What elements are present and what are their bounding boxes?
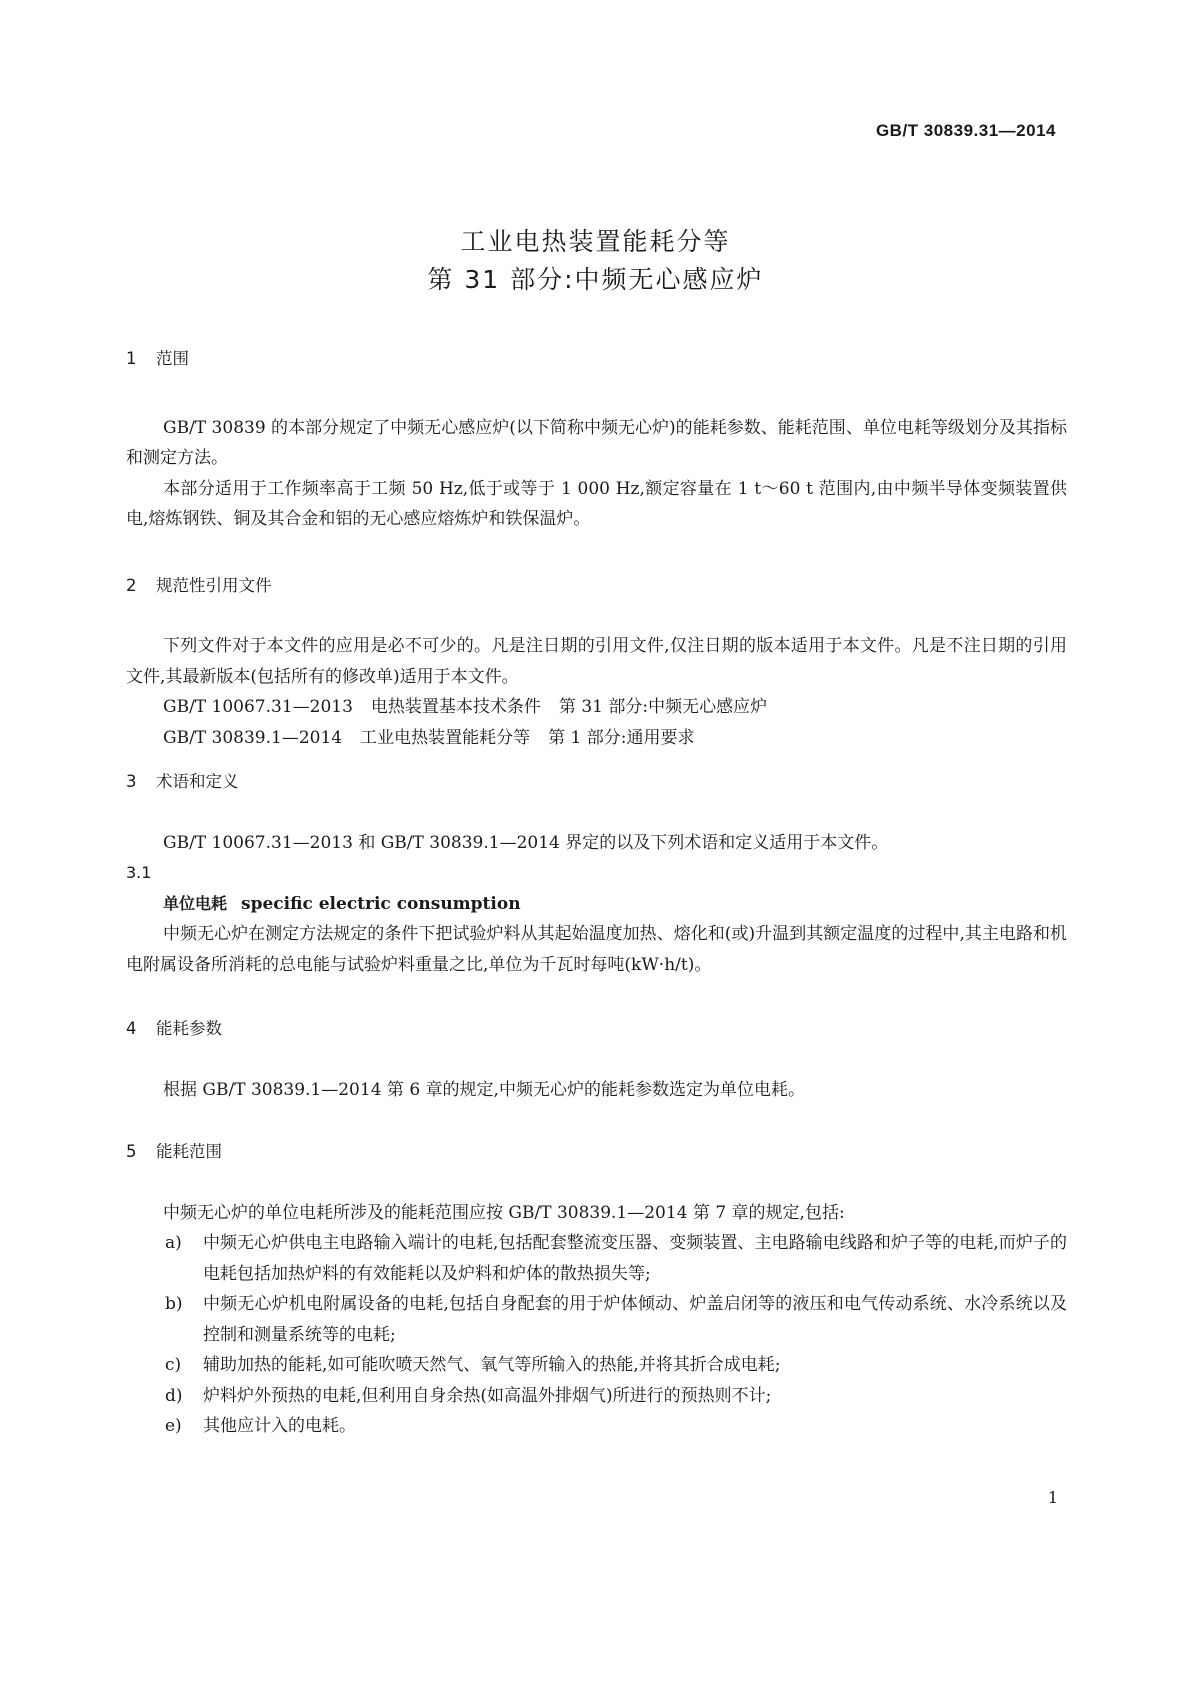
paragraph: GB/T 30839 的本部分规定了中频无心感应炉(以下简称中频无心炉)的能耗参数、能耗范围、单位电耗等级划分及其指标和测定方法。 bbox=[126, 417, 1067, 468]
document-title: 工业电热装置能耗分等 bbox=[460, 227, 731, 256]
section-4-heading bbox=[126, 1014, 1067, 1045]
list-item-text: 其他应计入的电耗。 bbox=[203, 1416, 356, 1436]
list-item bbox=[126, 1228, 1067, 1289]
section-title: 能耗范围 bbox=[156, 1142, 222, 1161]
list-item bbox=[126, 1350, 1067, 1381]
list-item-label: d) bbox=[165, 1385, 183, 1406]
reference-code: GB/T 10067.31—2013 bbox=[163, 697, 353, 717]
document-body bbox=[126, 344, 1067, 1442]
list-item-label: a) bbox=[165, 1233, 182, 1253]
paragraph: GB/T 10067.31—2013 和 GB/T 30839.1—2014 界定的以及下列术语和定义适用于本文件。 bbox=[163, 832, 889, 853]
list-item-label: e) bbox=[165, 1416, 182, 1436]
term-chinese: 单位电耗 bbox=[163, 893, 228, 913]
page-number: 1 bbox=[1047, 1488, 1058, 1507]
section-number: 3 bbox=[126, 772, 137, 791]
list-item-label: c) bbox=[165, 1355, 182, 1375]
paragraph: 根据 GB/T 30839.1—2014 第 6 章的规定,中频无心炉的能耗参数选定为单位电耗。 bbox=[163, 1079, 805, 1100]
reference-part: 第 1 部分:通用要求 bbox=[548, 727, 695, 748]
reference-item bbox=[126, 723, 1067, 754]
reference-title: 工业电热装置能耗分等 bbox=[360, 727, 531, 748]
section-number: 1 bbox=[126, 349, 137, 368]
list-item bbox=[126, 1381, 1067, 1412]
reference-title: 电热装置基本技术条件 bbox=[370, 697, 541, 717]
term-english: specific electric consumption bbox=[241, 893, 521, 914]
term-heading bbox=[126, 889, 1067, 920]
reference-part: 第 31 部分:中频无心感应炉 bbox=[558, 697, 768, 717]
list-item-text: 辅助加热的能耗,如可能吹喷天然气、氧气等所输入的热能,并将其折合成电耗; bbox=[203, 1355, 781, 1375]
section-title: 术语和定义 bbox=[156, 772, 239, 791]
list-item-text: 炉料炉外预热的电耗,但利用自身余热(如高温外排烟气)所进行的预热则不计; bbox=[203, 1385, 772, 1406]
reference-code: GB/T 30839.1—2014 bbox=[163, 727, 343, 748]
section-title: 范围 bbox=[156, 349, 189, 368]
list-item-text: 中频无心炉供电主电路输入端计的电耗,包括配套整流变压器、变频装置、主电路输电线路和炉子等的电耗,而炉子的电耗包括加热炉料的有效能耗以及炉料和炉体的散热损失等; bbox=[203, 1233, 1067, 1284]
section-3-heading bbox=[126, 767, 1067, 798]
section-1-heading bbox=[126, 344, 1067, 375]
section-number: 2 bbox=[126, 575, 137, 595]
section-title: 规范性引用文件 bbox=[156, 575, 272, 595]
standard-code: GB/T 30839.31—2014 bbox=[875, 121, 1056, 140]
paragraph: 中频无心炉的单位电耗所涉及的能耗范围应按 GB/T 30839.1—2014 第 7 章的规定,包括: bbox=[163, 1202, 845, 1223]
section-2-heading bbox=[126, 571, 1067, 602]
document-subtitle: 第 31 部分:中频无心感应炉 bbox=[427, 265, 764, 294]
term-definition: 中频无心炉在测定方法规定的条件下把试验炉料从其起始温度加热、熔化和(或)升温到其额定温度的过程中,其主电路和机电附属设备所消耗的总电能与试验炉料重量之比,单位为千瓦时每吨(kW·h/t)。 bbox=[126, 924, 1067, 975]
paragraph: 下列文件对于本文件的应用是必不可少的。凡是注日期的引用文件,仅注日期的版本适用于本文件。凡是不注日期的引用文件,其最新版本(包括所有的修改单)适用于本文件。 bbox=[126, 636, 1067, 687]
section-number: 4 bbox=[126, 1019, 137, 1038]
list-item-text: 中频无心炉机电附属设备的电耗,包括自身配套的用于炉体倾动、炉盖启闭等的液压和电气传动系统、水冷系统以及控制和测量系统等的电耗; bbox=[203, 1294, 1067, 1345]
list-item-label: b) bbox=[165, 1294, 183, 1314]
section-5-heading bbox=[126, 1137, 1067, 1168]
paragraph: 本部分适用于工作频率高于工频 50 Hz,低于或等于 1 000 Hz,额定容量在 1 t～60 t 范围内,由中频半导体变频装置供电,熔炼钢铁、铜及其合金和铝的无心感应熔炼炉和铁保温炉。 bbox=[126, 478, 1067, 529]
term-number: 3.1 bbox=[126, 863, 152, 882]
list-item bbox=[126, 1289, 1067, 1350]
reference-item bbox=[126, 692, 1067, 723]
section-number: 5 bbox=[126, 1142, 137, 1161]
list-item bbox=[126, 1411, 1067, 1442]
section-title: 能耗参数 bbox=[156, 1019, 222, 1038]
